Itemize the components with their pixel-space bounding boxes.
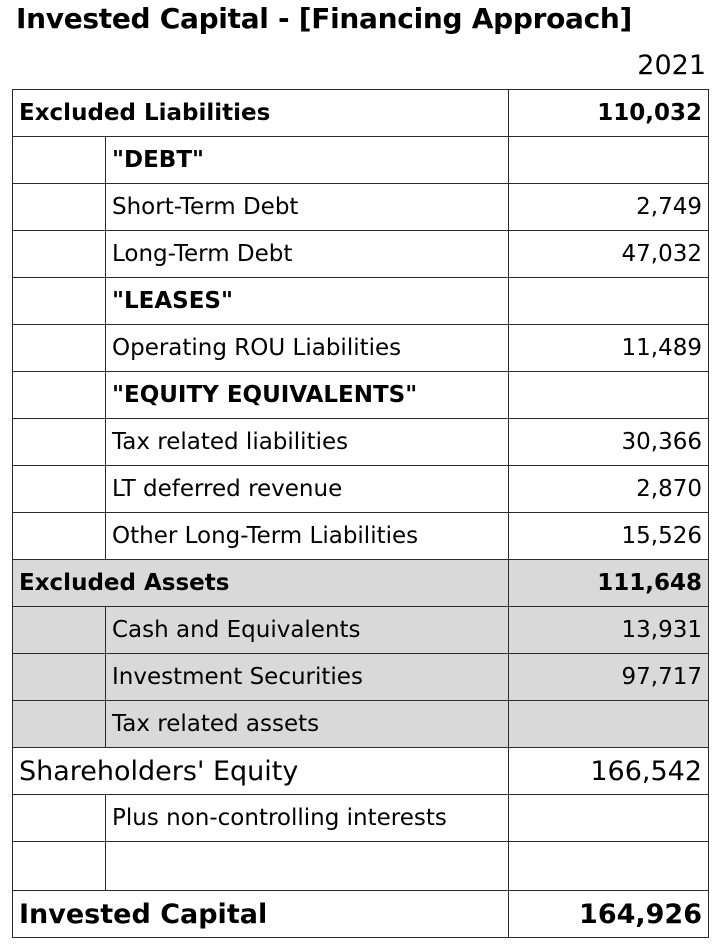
table-row [13, 325, 709, 372]
group-label-leases: "LEASES" [106, 278, 509, 325]
value-cash-and-equivalents: 13,931 [509, 607, 709, 654]
invested-capital-table [12, 89, 709, 938]
indent-cell [13, 466, 106, 513]
value-long-term-debt: 47,032 [509, 231, 709, 278]
value-tax-related-liabilities: 30,366 [509, 419, 709, 466]
value-excluded-liabilities: 110,032 [509, 90, 709, 137]
table-row [13, 184, 709, 231]
indent-cell [13, 184, 106, 231]
table-row [13, 654, 709, 701]
row-label-operating-rou-liabilities: Operating ROU Liabilities [106, 325, 509, 372]
row-label-short-term-debt: Short-Term Debt [106, 184, 509, 231]
indent-cell [13, 607, 106, 654]
value-shareholders-equity: 166,542 [509, 748, 709, 795]
indent-cell [13, 513, 106, 560]
section-label-shareholders-equity: Shareholders' Equity [13, 748, 509, 795]
group-label-equity-equivalents: "EQUITY EQUIVALENTS" [106, 372, 509, 419]
row-label-other-long-term-liabilities: Other Long-Term Liabilities [106, 513, 509, 560]
section-label-excluded-liabilities: Excluded Liabilities [13, 90, 509, 137]
indent-cell [13, 654, 106, 701]
table-row [13, 842, 709, 891]
value-lt-deferred-revenue: 2,870 [509, 466, 709, 513]
value-investment-securities: 97,717 [509, 654, 709, 701]
row-label-long-term-debt: Long-Term Debt [106, 231, 509, 278]
table-row [13, 513, 709, 560]
row-label-tax-related-liabilities: Tax related liabilities [106, 419, 509, 466]
row-label-blank [106, 842, 509, 891]
table-row [13, 748, 709, 795]
value-short-term-debt: 2,749 [509, 184, 709, 231]
group-label-debt: "DEBT" [106, 137, 509, 184]
indent-cell [13, 842, 106, 891]
indent-cell [13, 795, 106, 842]
table-row [13, 231, 709, 278]
value-cell [509, 278, 709, 325]
table-row [13, 560, 709, 607]
table-row [13, 278, 709, 325]
row-label-tax-related-assets: Tax related assets [106, 701, 509, 748]
year-header: 2021 [637, 50, 706, 81]
indent-cell [13, 137, 106, 184]
value-invested-capital: 164,926 [509, 891, 709, 938]
indent-cell [13, 278, 106, 325]
row-label-non-controlling-interests: Plus non-controlling interests [106, 795, 509, 842]
indent-cell [13, 419, 106, 466]
value-operating-rou-liabilities: 11,489 [509, 325, 709, 372]
total-label-invested-capital: Invested Capital [13, 891, 509, 938]
table-row [13, 372, 709, 419]
value-cell [509, 137, 709, 184]
table-row [13, 466, 709, 513]
indent-cell [13, 325, 106, 372]
indent-cell [13, 701, 106, 748]
table-row [13, 419, 709, 466]
indent-cell [13, 372, 106, 419]
row-label-investment-securities: Investment Securities [106, 654, 509, 701]
page-title: Invested Capital - [Financing Approach] [16, 2, 633, 35]
value-excluded-assets: 111,648 [509, 560, 709, 607]
indent-cell [13, 231, 106, 278]
value-cell [509, 372, 709, 419]
table-row [13, 137, 709, 184]
value-non-controlling-interests [509, 795, 709, 842]
table-row [13, 891, 709, 938]
table-row [13, 701, 709, 748]
value-blank [509, 842, 709, 891]
row-label-lt-deferred-revenue: LT deferred revenue [106, 466, 509, 513]
table-row [13, 607, 709, 654]
table-row [13, 795, 709, 842]
table-row [13, 90, 709, 137]
section-label-excluded-assets: Excluded Assets [13, 560, 509, 607]
row-label-cash-and-equivalents: Cash and Equivalents [106, 607, 509, 654]
value-tax-related-assets [509, 701, 709, 748]
value-other-long-term-liabilities: 15,526 [509, 513, 709, 560]
